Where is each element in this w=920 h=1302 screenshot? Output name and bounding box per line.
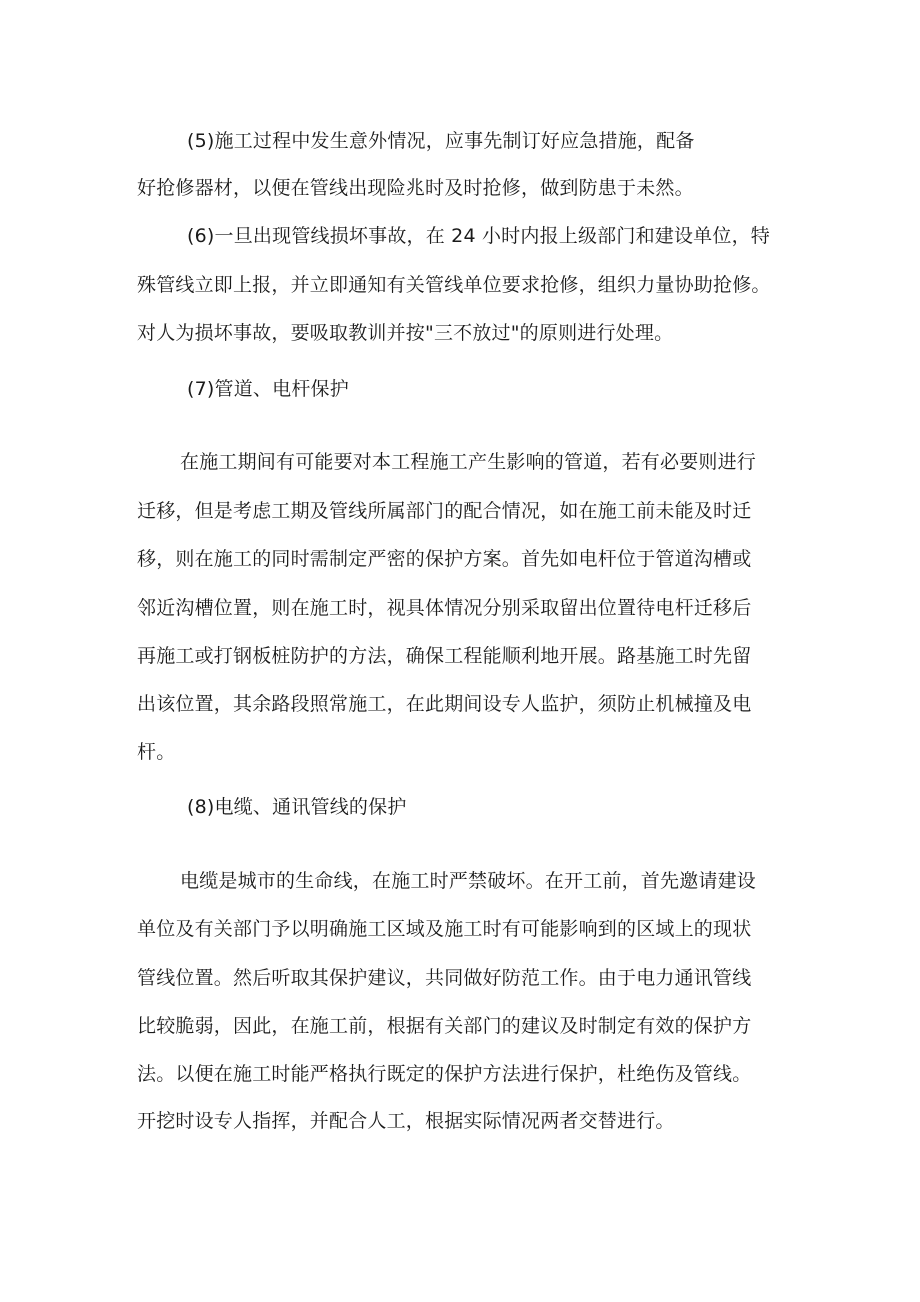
paragraph-7-line-3: 移，则在施工的同时需制定严密的保护方案。首先如电杆位于管道沟槽或 <box>137 548 752 570</box>
paragraph-8-line-3: 管线位置。然后听取其保护建议，共同做好防范工作。由于电力通讯管线 <box>137 967 752 989</box>
paragraph-8-line-5: 法。以便在施工时能严格执行既定的保护方法进行保护，杜绝伤及管线。 <box>137 1063 752 1085</box>
paragraph-8-line-6: 开挖时设专人指挥，并配合人工，根据实际情况两者交替进行。 <box>137 1110 675 1132</box>
paragraph-7-line-2: 迁移，但是考虑工期及管线所属部门的配合情况，如在施工前未能及时迁 <box>137 500 752 522</box>
paragraph-6-line-2: 殊管线立即上报，并立即通知有关管线单位要求抢修，组织力量协助抢修。 <box>137 274 771 296</box>
paragraph-8-line-2: 单位及有关部门予以明确施工区域及施工时有可能影响到的区域上的现状 <box>137 918 752 940</box>
paragraph-7-line-5: 再施工或打钢板桩防护的方法，确保工程能顺利地开展。路基施工时先留 <box>137 645 752 667</box>
paragraph-6-line-1: (6)一旦出现管线损坏事故，在 24 小时内报上级部门和建设单位，特 <box>187 225 770 247</box>
paragraph-8-line-1: 电缆是城市的生命线，在施工时严禁破坏。在开工前，首先邀请建设 <box>180 870 757 892</box>
paragraph-7-line-4: 邻近沟槽位置，则在施工时，视具体情况分别采取留出位置待电杆迁移后 <box>137 597 752 619</box>
paragraph-5-line-1: (5)施工过程中发生意外情况，应事先制订好应急措施，配备 <box>187 130 695 152</box>
section-heading-7: (7)管道、电杆保护 <box>187 378 349 400</box>
paragraph-5-line-2: 好抢修器材，以便在管线出现险兆时及时抢修，做到防患于未然。 <box>137 177 694 199</box>
paragraph-7-line-6: 出该位置，其余路段照常施工，在此期间设专人监护，须防止机械撞及电 <box>137 693 752 715</box>
paragraph-7-line-1: 在施工期间有可能要对本工程施工产生影响的管道，若有必要则进行 <box>180 451 757 473</box>
paragraph-8-line-4: 比较脆弱，因此，在施工前，根据有关部门的建议及时制定有效的保护方 <box>137 1015 752 1037</box>
paragraph-7-line-7: 杆。 <box>137 741 176 763</box>
section-heading-8: (8)电缆、通讯管线的保护 <box>187 796 407 818</box>
paragraph-6-line-3: 对人为损坏事故，要吸取教训并按"三不放过"的原则进行处理。 <box>137 322 674 344</box>
